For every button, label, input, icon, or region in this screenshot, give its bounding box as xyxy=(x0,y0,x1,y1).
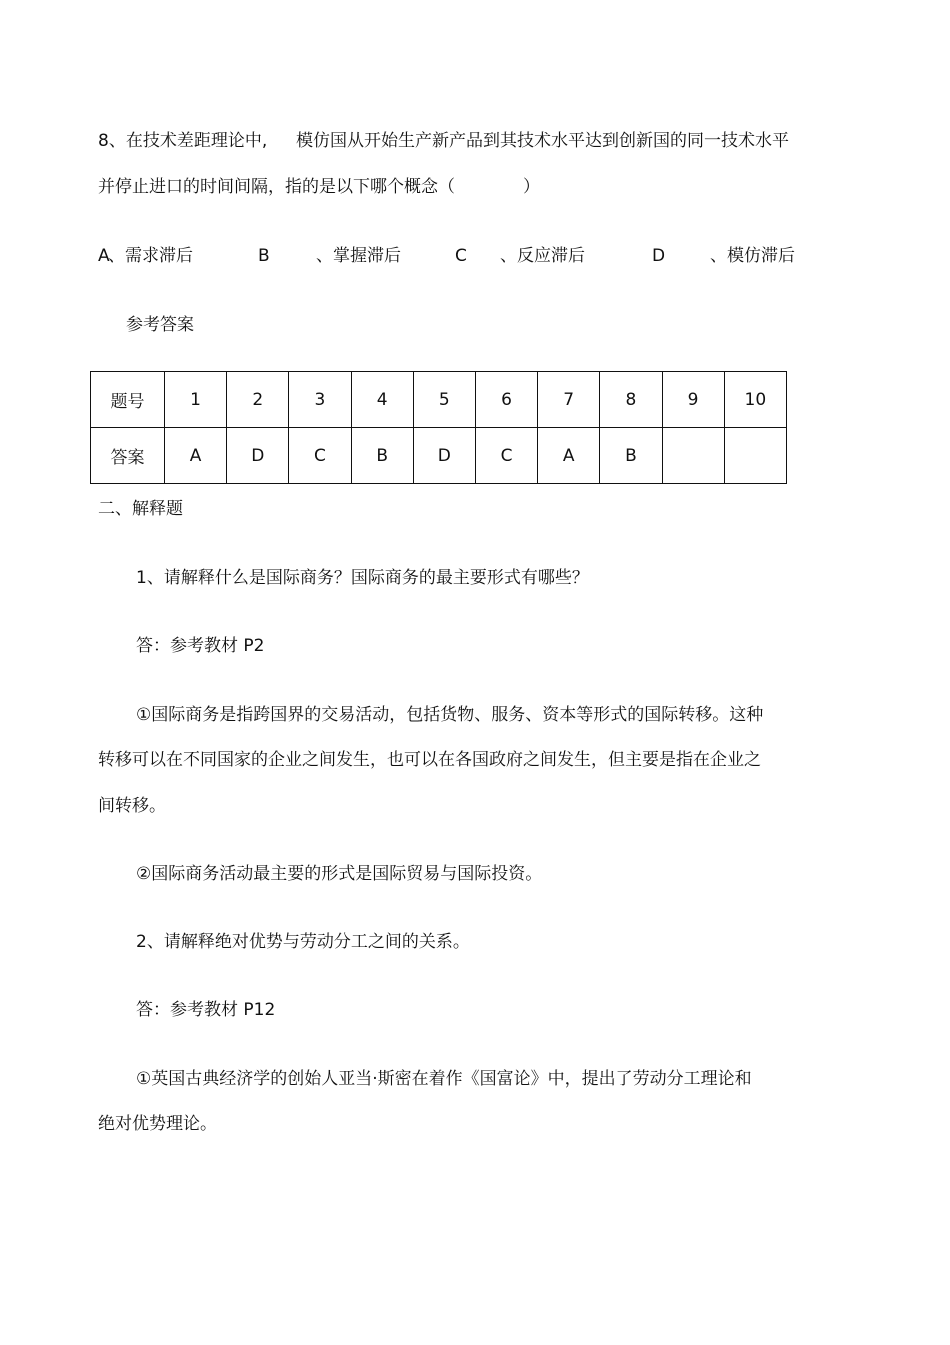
question-8-line-2: 并停止进口的时间间隔，指的是以下哪个概念（ ） xyxy=(98,177,540,197)
table-cell: 3 xyxy=(289,372,351,428)
table-cell: 6 xyxy=(475,372,537,428)
question-1-paragraph-1-line-1: ①国际商务是指跨国界的交易活动，包括货物、服务、资本等形式的国际转移。这种 xyxy=(136,705,764,725)
question-2-paragraph-1-line-2: 绝对优势理论。 xyxy=(98,1114,217,1134)
table-cell: 4 xyxy=(351,372,413,428)
table-cell: D xyxy=(227,428,289,484)
table-row-answers xyxy=(91,428,787,484)
question-2-text: 2、请解释绝对优势与劳动分工之间的关系。 xyxy=(136,932,470,952)
option-a-text: 、需求滞后 xyxy=(108,246,193,266)
question-1-paragraph-2: ②国际商务活动最主要的形式是国际贸易与国际投资。 xyxy=(136,864,543,884)
question-2-paragraph-1-line-1: ①英国古典经济学的创始人亚当·斯密在着作《国富论》中，提出了劳动分工理论和 xyxy=(136,1069,752,1089)
option-d-text: 、模仿滞后 xyxy=(710,246,795,266)
table-row-numbers xyxy=(91,372,787,428)
question-1-paragraph-1-line-3: 间转移。 xyxy=(98,796,166,816)
table-cell: D xyxy=(413,428,475,484)
row-label-answer: 答案 xyxy=(91,428,165,484)
answer-key-table xyxy=(90,371,787,484)
table-cell: 9 xyxy=(662,372,724,428)
question-1-reference: 答：参考教材 P2 xyxy=(136,636,265,656)
option-b-text: 、掌握滞后 xyxy=(316,246,401,266)
row-label-number: 题号 xyxy=(91,372,165,428)
table-cell: A xyxy=(538,428,600,484)
option-c-text: 、反应滞后 xyxy=(500,246,585,266)
answer-key-title: 参考答案 xyxy=(126,315,194,335)
question-8-stem-text: 模仿国从开始生产新产品到其技术水平达到创新国的同一技术水平 xyxy=(296,131,789,151)
table-cell: A xyxy=(165,428,227,484)
table-cell: 10 xyxy=(724,372,786,428)
table-cell: 5 xyxy=(413,372,475,428)
question-2-reference: 答：参考教材 P12 xyxy=(136,1000,276,1020)
table-cell: 2 xyxy=(227,372,289,428)
question-1-text: 1、请解释什么是国际商务？国际商务的最主要形式有哪些？ xyxy=(136,568,589,588)
option-c-letter: C xyxy=(455,246,467,266)
table-cell: 1 xyxy=(165,372,227,428)
table-cell xyxy=(724,428,786,484)
table-cell: B xyxy=(351,428,413,484)
option-b-letter: B xyxy=(258,246,270,266)
table-cell: B xyxy=(600,428,662,484)
question-1-paragraph-1-line-2: 转移可以在不同国家的企业之间发生，也可以在各国政府之间发生，但主要是指在企业之 xyxy=(98,750,761,770)
option-d-letter: D xyxy=(652,246,666,266)
section-2-heading: 二、解释题 xyxy=(98,499,183,519)
table-cell xyxy=(662,428,724,484)
table-cell: C xyxy=(289,428,351,484)
table-cell: C xyxy=(475,428,537,484)
question-8-number-text: 8、在技术差距理论中, xyxy=(98,131,268,151)
table-cell: 8 xyxy=(600,372,662,428)
table-cell: 7 xyxy=(538,372,600,428)
option-a-letter: A xyxy=(98,246,110,266)
